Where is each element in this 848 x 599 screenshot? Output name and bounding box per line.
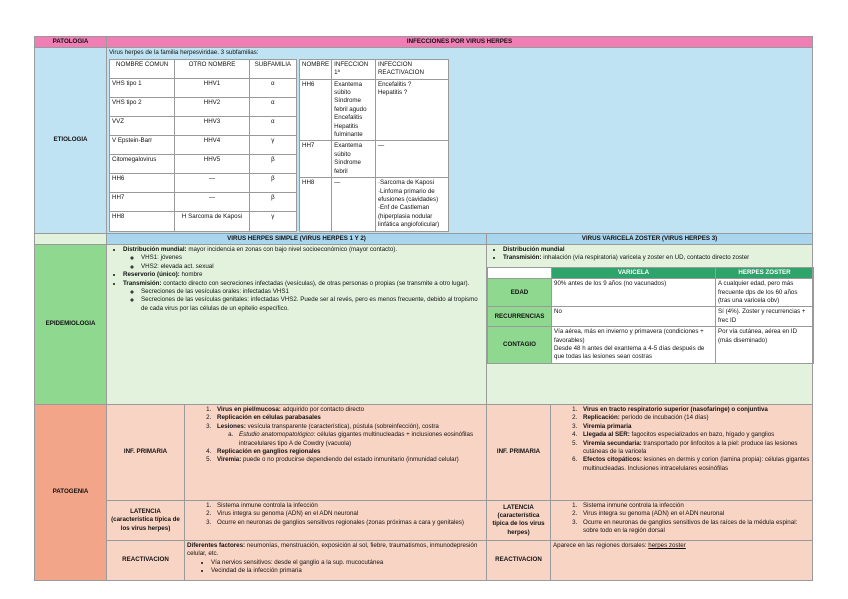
table-cell: HHV1 — [175, 78, 249, 97]
table-row — [488, 327, 814, 364]
mini-header: NOMBRE — [300, 59, 332, 79]
epi-vhs-res: • Reservorio (único): hombre — [123, 271, 484, 279]
table-cell: α — [249, 117, 296, 136]
table-cell: HHV4 — [175, 136, 249, 155]
table-cell: γ — [249, 212, 296, 231]
table-cell: ·Sarcoma de Kaposi ·Linfoma primario de efusiones (cavidades) ·Enf de Castleman (hiperplasia nodular linfática angiofolicular) — [375, 178, 448, 231]
table-cell: HH8 — [110, 212, 175, 231]
table-row — [488, 307, 814, 327]
table-cell: HH7 — [110, 193, 175, 212]
vz-varicela: Vía aérea, más en invierno y primavera (condiciones + favorables) Desde 48 h antes del exantema a 4-5 días después de que todas las lesiones sean costras — [552, 327, 716, 364]
list-item: 4. Replicación en ganglios regionales — [213, 448, 484, 456]
list-item: 5. Viremia: puede o no producirse dependiendo del estado inmunitario (inmunidad celular) — [213, 456, 484, 464]
table-cell: β — [249, 155, 296, 174]
list-item: 2. Replicación: período de incubación (14 días) — [579, 414, 810, 422]
table-row — [110, 117, 297, 136]
table-cell: VVZ — [110, 117, 175, 136]
table-row — [110, 212, 297, 231]
herpes-table — [34, 36, 813, 581]
list-item: 3. Ocurre en neuronas de ganglios sensitivos de las raíces de la médula espinal: sobre todo en la región dorsal — [579, 519, 810, 536]
list-item: 3. Lesiones: vesícula transparente (característica), pústula (sobreinfección), costra a. Estudio anatomopatológico: células gigantes multinucleadas + inclusiones eosinófilas intracelulares tipo A de Cowdry (vacuola) — [213, 423, 484, 448]
vhs-header: VIRUS HERPES SIMPLE (VIRUS HERPES 1 Y 2) — [107, 233, 487, 244]
vvz-latencia — [551, 500, 813, 540]
table-cell: VHS tipo 2 — [110, 97, 175, 116]
vvz-inf-primaria — [551, 404, 813, 500]
epidemiologia-label: EPIDEMIOLOGIA — [35, 244, 107, 404]
subfamilia-table — [109, 59, 297, 232]
list-item: • Vía nervios sensitivos: desde el ganglio a la sup. mucocutánea — [211, 559, 484, 567]
mini-header: INFECCION REACTIVACION — [375, 59, 448, 79]
table-cell: Exantema súbito Síndrome febril — [332, 141, 376, 178]
etiologia-intro: Virus herpes de la familia herpesviridae. 3 subfamilias: — [109, 49, 259, 57]
vhs-inf-primaria-label: INF. PRIMARIA — [107, 404, 185, 500]
vvz-latencia-label: LATENCIA (característica típica de los virus herpes) — [487, 500, 551, 540]
vvz-header: VIRUS VARICELA ZOSTER (VIRUS HERPES 3) — [487, 233, 813, 244]
list-item: 2. Virus integra su genoma (ADN) en el ADN neuronal — [213, 510, 484, 518]
table-cell: Exantema súbito Síndrome febril agudo Encefalitis Hepatitis fulminante — [332, 79, 376, 141]
list-item: 1. Virus en tracto respiratorio superior (nasofaringe) o conjuntiva — [579, 406, 810, 414]
list-item: 1. Sistema inmune controla la infección — [579, 502, 810, 510]
table-cell: γ — [249, 136, 296, 155]
table-row — [110, 97, 297, 116]
vz-varicela: 90% antes de los 9 años (no vacunados) — [552, 279, 716, 307]
list-item: a. Estudio anatomopatológico: células gigantes multinucleadas + inclusiones eosinófilas intracelulares tipo A de Cowdry (vacuola) — [235, 431, 484, 448]
mini-header: SUBFAMILIA — [249, 59, 296, 78]
table-row — [300, 79, 449, 141]
table-row — [110, 174, 297, 193]
table-cell: HH6 — [110, 174, 175, 193]
table-row — [110, 193, 297, 212]
table-cell: VHS tipo 1 — [110, 78, 175, 97]
vz-zoster: Sí (4%). Zoster y recurrencias + frec ID — [716, 307, 814, 327]
vz-row-label: CONTAGIO — [488, 327, 552, 364]
patogenia-label: PATOGENIA — [35, 404, 107, 580]
vhs-reactivacion-label: REACTIVACION — [107, 540, 185, 580]
list-item: 1. Sistema inmune controla la infección — [213, 502, 484, 510]
table-row — [300, 178, 449, 231]
vz-varicela: No — [552, 307, 716, 327]
table-cell: H Sarcoma de Kaposi — [175, 212, 249, 231]
mini-header: INFECCION 1ª — [332, 59, 376, 79]
vz-header: HERPES ZOSTER — [716, 267, 814, 278]
vhs-latencia-label: LATENCIA (característica típica de los virus herpes) — [107, 500, 185, 540]
varicela-zoster-table — [487, 267, 814, 364]
list-item: 6. Efectos citopáticos: lesiones en dermis y corion (lamina propia): células gigantes multinucleadas. Inclusiones intracelulares eosinófilas — [579, 456, 810, 473]
vhs-inf-primaria — [185, 404, 487, 500]
vhs-reactivacion: Diferentes factores: neumonías, menstruación, exposición al sol, fiebre, traumatismos, inmunodepresión celular, etc. • Vía nervios sensitivos: desde el ganglio a la sup. mucocutánea • Vecindad de la infección primaria — [185, 540, 487, 580]
etiologia-label: ETIOLOGIA — [35, 48, 107, 233]
table-cell: HHV3 — [175, 117, 249, 136]
vz-row-label: EDAD — [488, 279, 552, 307]
table-row — [300, 141, 449, 178]
table-cell: HHV5 — [175, 155, 249, 174]
epi-vhs-cell — [107, 244, 487, 404]
document — [34, 36, 812, 581]
table-cell: α — [249, 78, 296, 97]
header-patologia: PATOLOGIA — [35, 37, 107, 48]
list-item: ◦ Secreciones de las vesículas orales: infectadas VHS1 — [141, 288, 484, 296]
vvz-reactivacion: Aparece en las regiones dorsales: herpes zoster — [551, 540, 813, 580]
list-item: ◦ VHS1: jóvenes — [141, 254, 484, 262]
list-item: ◦ Secreciones de las vesículas genitales: infectadas VHS2. Puede ser al revés, pero es menos frecuente, debido al tropismo de cada virus por las células de un epitelio específico. — [141, 296, 484, 313]
list-item: 2. Virus integra su genoma (ADN) en el ADN neuronal — [579, 510, 810, 518]
vz-header — [488, 267, 552, 278]
table-row — [110, 155, 297, 174]
table-cell: Citomegalovirus — [110, 155, 175, 174]
list-item: ◦ VHS2: elevada act. sexual — [141, 263, 484, 271]
table-cell: HHV2 — [175, 97, 249, 116]
mini-header: OTRO NOMBRE — [175, 59, 249, 78]
table-cell: HH8 — [300, 178, 332, 231]
vz-zoster: A cualquier edad, pero más frecuente dps de los 60 años (tras una varicela obv) — [716, 279, 814, 307]
etiologia-cell — [107, 48, 813, 233]
table-row — [110, 78, 297, 97]
vz-zoster: Por vía cutánea, aérea en ID (más diseminado) — [716, 327, 814, 364]
epi-vhs-dist: • Distribución mundial: mayor incidencia en zonas con bajo nivel socioeconómico (mayor contacto). ◦ VHS1: jóvenes ◦ VHS2: elevada act. sexual — [123, 246, 484, 271]
vz-header: VARICELA — [552, 267, 716, 278]
list-item: 1. Virus en piel/mucosa: adquirido por contacto directo — [213, 406, 484, 414]
list-item: 3. Viremia primaria — [579, 423, 810, 431]
list-item: • Vecindad de la infección primaria — [211, 567, 484, 575]
header-title: INFECCIONES POR VIRUS HERPES — [107, 37, 813, 48]
table-cell: β — [249, 174, 296, 193]
table-cell: HH7 — [300, 141, 332, 178]
vz-row-label: RECURRENCIAS — [488, 307, 552, 327]
table-row — [488, 279, 814, 307]
vhs-latencia — [185, 500, 487, 540]
list-item: 3. Ocurre en neuronas de ganglios sensitivos regionales (zonas próximas a cara y genitales) — [213, 519, 484, 527]
epi-vvz-trans: • Transmisión: inhalación (vía respiratoria) varicela y zoster en UD, contacto directo zoster — [503, 254, 810, 262]
epi-vhs-trans: • Transmisión: contacto directo con secreciones infectadas (vesículas), de otras personas o propias (se transmite a otro lugar). ◦ Secreciones de las vesículas orales: infectadas VHS1 ◦ Secreciones de las vesículas genitales: infectadas VHS2. Puede ser al revés, pero es menos frecuente, debido al tropismo de cada virus por las células de un epitelio específico. — [123, 280, 484, 314]
vvz-reactivacion-label: REACTIVACION — [487, 540, 551, 580]
table-row — [110, 136, 297, 155]
hh-table — [299, 59, 449, 232]
table-cell: α — [249, 97, 296, 116]
table-cell: HH6 — [300, 79, 332, 141]
table-cell: — — [175, 193, 249, 212]
epi-vvz-dist: • Distribución mundial — [503, 246, 810, 254]
table-cell: — — [375, 141, 448, 178]
vvz-inf-primaria-label: INF. PRIMARIA — [487, 404, 551, 500]
table-cell: — — [332, 178, 376, 231]
table-cell: V Epstein-Barr — [110, 136, 175, 155]
list-item: 5. Viremia secundaria: transportado por linfocitos a la piel: produce las lesiones cutáneas de la varicela — [579, 440, 810, 457]
table-cell: — — [175, 174, 249, 193]
epi-vvz-cell — [487, 244, 813, 404]
herpes-zoster-link[interactable]: herpes zoster — [648, 541, 686, 549]
mini-header: NOMBRE COMUN — [110, 59, 175, 78]
list-item: 4. Llegada al SER: fagocitos especializados en bazo, hígado y ganglios — [579, 431, 810, 439]
list-item: 2. Replicación en células parabasales — [213, 414, 484, 422]
table-cell: β — [249, 193, 296, 212]
table-cell: Encefalitis ? Hepatitis ? — [375, 79, 448, 141]
